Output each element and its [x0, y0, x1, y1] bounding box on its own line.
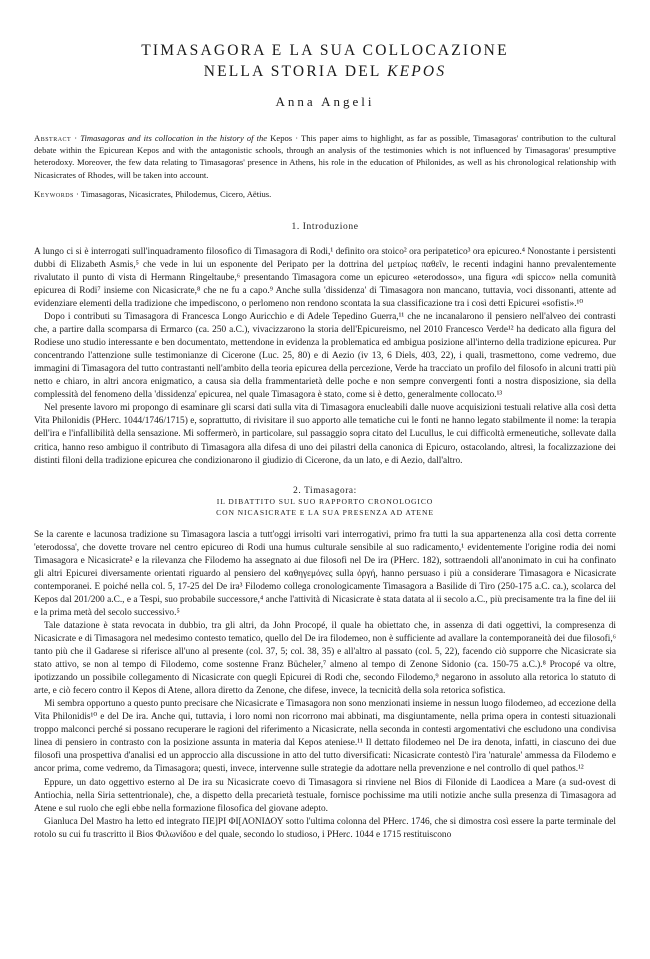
paragraph: Nel presente lavoro mi propongo di esaminare gli scarsi dati sulla vita di Timasagora enucleabili dalle nuove acquisizioni testuali relative alla così detta Vita Philonidis (PHerc. 1044/1746/1715) e, soprattutto, di rivisitare il suo apporto alle tematiche cui le fonti ne hanno legato stabilmente il nome: la terapia dell'ira e l'infallibilità della sensazione. Mi soffermerò, in particolare, sul passaggio sopra citato del Lucullus, le cui difficoltà ermeneutiche, sollevate dalla critica, hanno reso ambiguo il contributo di Timasagora alla difesa di uno dei pilastri della canonica di Epicuro, ostacolando, altresì, la focalizzazione dei distinti filoni della tradizione epicurea che condizionarono il giudizio di Cicerone, da un lato, e di Aezio, dall'altro. [34, 403, 616, 466]
author-name: Anna Angeli [275, 94, 375, 109]
abstract-label: Abstract [34, 133, 72, 143]
section-2-body [34, 529, 616, 842]
section-1-body [34, 246, 616, 468]
title-line-2 [34, 61, 616, 82]
abstract-text: This paper aims to highlight, as far as possible, Timasagoras' contribution to the cultural debate within the Epicurean Kepos and with the antagonistic schools, through an analysis of the testimonies which is not influenced by Timasagoras' presumptive heterodoxy. Moreover, the few data relating to Timasagoras' presence in Athens, his role in the education of Philonides, as well as his chronological relationship with Nicasicrates of Rhodes, will be taken into account. [34, 133, 616, 180]
title-line-2-italic: KEPOS [387, 63, 447, 80]
paragraph: Eppure, un dato oggettivo esterno al De ira su Nicasicrate coevo di Timasagora si rinviene nel Bios di Filonide di Laodicea a Mare (a sud-ovest di Antiochia, nella Siria settentrionale), che, a dispetto della precarietà testuale, fornisce pochissime ma utili notizie anche sulla presenza di Timasagora ad Atene e sul ruolo che egli ebbe nella formazione filosofica del giovane adepto. [34, 777, 616, 814]
abstract-sep-1: · [71, 133, 81, 143]
abstract [34, 132, 616, 181]
paragraph: Se la carente e lacunosa tradizione su Timasagora lascia a tutt'oggi irrisolti vari interrogativi, primo fra tutti la sua appartenenza alla così detta corrente 'eterodossa', che dovette trovare nel centro epicureo di Rodi una humus culturale sensibile al suo radicamento,¹ evidentemente l'origine rodia dei nomi Timasagora e Nicasicrate² e la rilevanza che Filodemo ha assegnato ai due filosofi nel De ira (PHerc. 182), sottraendoli all'anonimato in cui ha confinato gli altri Epicurei diversamente orientati riguardo al pensiero del καθηγεμόνες sulla ὀργή, hanno persuaso i più a considerare Timasagora e Nicasicrate contemporanei. E poiché nella col. 5, 17-25 del De ira³ Filodemo collega cronologicamente Timasagora a Basilide di Tiro (250-175 a.C. ca.), scolarca del Kepos dal 201/200 a.C., e a Tespi, suo probabile successore,⁴ anche l'attività di Nicasicrate è stata datata al ii secolo a.C., più precisamente tra la fine del iii e la prima metà del secolo successivo.⁵ [34, 529, 616, 618]
paragraph: Gianluca Del Mastro ha letto ed integrato ΠΕ]ΡΙ ΦΙ[ΛΟΝΙΔΟΥ sotto l'ultima colonna del PHerc. 1746, che si dimostra così essere la parte terminale del rotolo su cui fu trascritto il Bios Φιλωνίδου e del quale, secondo lo studioso, i PHerc. 1044 e 1715 restituiscono [34, 816, 616, 840]
keywords [34, 188, 616, 200]
keywords-text: Timasagoras, Nicasicrates, Philodemus, Cicero, Aëtius. [80, 188, 272, 199]
abstract-title-end: Kepos [267, 133, 293, 143]
section-2-subtitle-1: IL DIBATTITO SUL SUO RAPPORTO CRONOLOGICO [216, 496, 434, 506]
abstract-sep-2: · [292, 133, 301, 143]
section-2-subtitle-2: CON NICASICRATE E LA SUA PRESENZA AD ATENE [216, 507, 434, 517]
paragraph: Mi sembra opportuno a questo punto precisare che Nicasicrate e Timasagora non sono menzionati insieme in nessun luogo filodemeo, ad eccezione della Vita Philonidis¹⁰ e del De ira. Anche qui, tuttavia, i loro nomi non ricorrono mai abbinati, ma disgiuntamente, nella prima opera in contesti situazionali troppo malconci perché si possano recuperare le ragioni del riferimento a Nicasicrate, nella seconda in contesti argomentativi che escludono una condivisa linea di pensiero in contrasto con la posizione assunta in materia dal Kepos ateniese.¹¹ Il dettato filodemeo nel De ira denota, infatti, in ciascuno dei due filosofi una prospettiva d'analisi ed un approccio alla discussione in atto del tutto diversificati: Nicasicrate contestò l'ira 'naturale' ammessa da Filodemo e ancor prima, come vedremo, da Timasagora; questi, invece, intervenne sulle strategie da adottare nella prevenzione e nel controllo di quel pathos.¹² [34, 699, 616, 775]
paragraph: Dopo i contributi su Timasagora di Francesca Longo Auricchio e di Adele Tepedino Guerra,¹¹ che ne incanalarono il pensiero nell'alveo dei contrasti che, a partire dalla scomparsa di Ermarco (ca. 250 a.C.), vivacizzarono la storia dell'Epicureismo, nel 2010 Francesco Verde¹² ha dedicato alla figura del Rodiese uno studio interessante e ben documentato, mettendone in evidenza la problematica ed ambigua posizione all'interno della tradizione epicurea. Pur concentrando l'attenzione sulle testimonianze di Cicerone (Luc. 25, 80) e di Aezio (iv 13, 6 Diels, 403, 22), i quali, trasmettono, come vedremo, due immagini di Timasagora del tutto contrastanti nell'ambito della teoria epicurea della percezione, Verde ha tracciato un profilo del filosofo in alcuni tratti più netto e chiaro, in altri ancora enigmatico, a causa sia della frammentarietà delle poche e non sempre convergenti fonti a nostra disposizione, sia della complessità del fenomeno della 'dissidenza' epicurea, nel quale Timasagora è stato, come si è detto, generalmente collocato.¹³ [34, 312, 616, 401]
paper-page [0, 40, 650, 959]
abstract-title: Timasagoras and its collocation in the history of the [80, 133, 268, 143]
paragraph: Tale datazione è stata revocata in dubbio, tra gli altri, da John Procopé, il quale ha obiettato che, in assenza di dati oggettivi, la compresenza di Nicasicrate e di Timasagora nel medesimo contesto tematico, quello del De ira filodemeo, non è sufficiente ad avallare la contemporaneità dei due filosofi,⁶ tanto più che il Gadarese si riferisce all'uno al presente (col. 37, 5; col. 38, 35) e all'altro al passato (col. 5, 22), facendo ciò supporre che Nicasicrate sia stato attivo, se non al tempo di Filodemo, come sostenne Franz Bücheler,⁷ almeno al tempo di Zenone Sidonio (ca. 150-75 a.C.).⁸ Procopé va oltre, ipotizzando un possibile collegamento di Nicasicrate con quegli Epicurei di Rodi che, secondo Filodemo,⁹ negarono in assoluto alla retorica lo statuto di arte, e ciò fecero contro il Kepos di Atene, allora diretto da Zenone, che difese, invece, la tecnicità della sola retorica sofistica. [34, 620, 616, 697]
title-line-1: TIMASAGORA E LA SUA COLLOCAZIONE [141, 42, 509, 59]
title-line-2-prefix: NELLA STORIA DEL [203, 63, 388, 80]
section-1-heading: 1. Introduzione [291, 221, 359, 232]
section-2-heading [34, 486, 616, 518]
section-2-title: 2. Timasagora: [293, 485, 357, 496]
keywords-sep: · [73, 188, 81, 199]
paper-title [34, 40, 616, 82]
keywords-label: Keywords [34, 188, 74, 199]
paragraph: A lungo ci si è interrogati sull'inquadramento filosofico di Timasagora di Rodi,¹ definito ora stoico² ora peripatetico³ ora epicureo.⁴ Nonostante i persistenti dubbi di Elizabeth Asmis,⁵ che vede in lui un esponente del Peripato per la dottrina del μετρίως παθεῖν, le recenti indagini hanno prevalentemente rivalutato il punto di vista di Hermann Ringeltaube,⁶ presentando Timasagora come un epicureo «eterodosso», una figura «di spicco» nella comunità epicurea di Rodi⁷ insieme con Nicasicrate,⁸ che ne fu a capo.⁹ Anche sulla 'dissidenza' di Timasagora non mancano, tuttavia, voci dissonanti, attente ad evidenziare elementi della tradizione che impediscono, o perlomeno non rendono scontata la sua classificazione tra i così detti Epicurei «sofisti».¹⁰ [34, 246, 616, 309]
